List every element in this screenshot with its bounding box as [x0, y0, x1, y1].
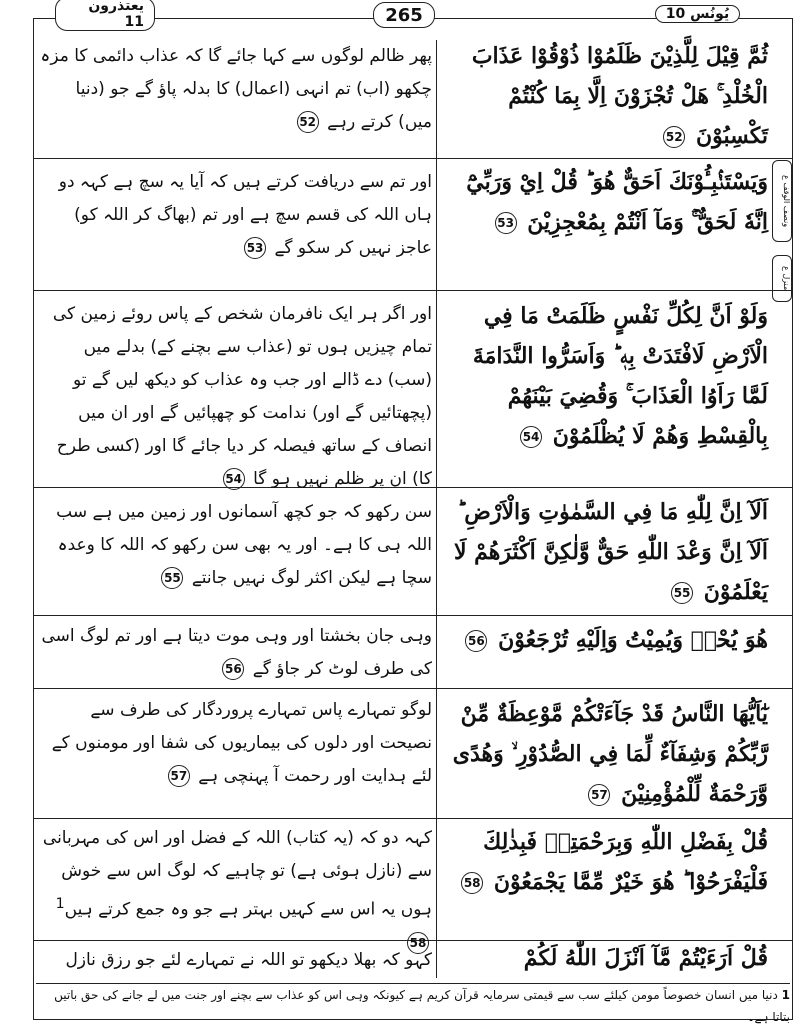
column-divider	[436, 40, 437, 978]
verse-urdu: لوگو تمہارے پاس تمہارے پروردگار کی طرف سے نصیحت اور دلوں کی بیماریوں کی شفا اور مومنوں کے لئے ہدایت اور رحمت آ پہنچی ہے 57	[51, 700, 432, 786]
verse-urdu: اور اگر ہر ایک نافرمان شخص کے پاس روئے زمین کی تمام چیزیں ہوں تو (عذاب سے بچنے کے) بدلے میں (سب) دے ڈالے اور جب وہ عذاب کو دیکھ لیں گے تو (پچھتائیں گے اور) ندامت کو چھپائیں گے اور ان میں انصاف کے ساتھ فیصلہ کر دیا جائے گا اور (کسی طرح کا) ان پر ظلم نہیں ہو گا 54	[52, 304, 432, 489]
verse-number-marker: 52	[663, 126, 685, 148]
verse-urdu: کہہ دو کہ (یہ کتاب) اللہ کے فضل اور اس کی مہربانی سے (نازل ہوئی ہے) تو چاہیے کہ لوگ اس سے خوش ہوں یہ اس سے کہیں بہتر ہے جو وہ جمع کرتے ہیں$^1$ 58	[40, 822, 432, 960]
verse-urdu: اور تم سے دریافت کرتے ہیں کہ آیا یہ سچ ہے کہہ دو ہاں اللہ کی قسم سچ ہے اور تم (بھاگ کر اللہ کو) عاجز نہیں کر سکو گے 53	[58, 172, 432, 258]
verse-number-marker: 56	[465, 630, 487, 652]
verse-arabic: قُلْ بِفَضْلِ اللّٰهِ وَبِرَحْمَتِهٖ فَبِذٰلِكَ فَلْيَفْرَحُوْا ؕ هُوَ خَيْرٌ مِّمَّا يَجْمَعُوْنَ 58	[442, 822, 768, 902]
juz-label: یعتذرون 11	[55, 0, 155, 31]
verse-number-marker: 57	[168, 765, 190, 787]
footnote	[36, 983, 790, 1024]
surah-label: یُونُس 10	[655, 5, 740, 23]
verse-number-marker: 53	[495, 212, 517, 234]
footnote-marker: 1	[55, 896, 65, 912]
verse-arabic: وَلَوْ اَنَّ لِكُلِّ نَفْسٍ ظَلَمَتْ مَا فِي الْاَرْضِ لَافْتَدَتْ بِهٖ ؕ وَاَسَرُّوا النَّدَامَةَ لَمَّا رَاَوُا الْعَذَابَ ۚ وَقُضِيَ بَيْنَهُمْ بِالْقِسْطِ وَهُمْ لَا يُظْلَمُوْنَ 54	[472, 303, 768, 449]
side-label-manzil: منزل ع	[772, 255, 792, 302]
footnote-text: دنیا میں انسان خصوصاً مومن کیلئے سب سے قیمتی سرمایہ قرآن کریم ہے کیونکہ وہی اس کو عذاب سے بچنے اور جنت میں لے جانے کی حق باتیں بتاتا ہے۔	[54, 988, 790, 1024]
verse-number-marker: 56	[222, 658, 244, 680]
verse-number-marker: 58	[461, 872, 483, 894]
verse-number-marker: 53	[244, 237, 266, 259]
surah-header	[650, 2, 745, 26]
verse-number-marker: 54	[520, 426, 542, 448]
verse-arabic: ثُمَّ قِيْلَ لِلَّذِيْنَ ظَلَمُوْا ذُوْقُوْا عَذَابَ الْخُلْدِ ۚ هَلْ تُجْزَوْنَ اِلَّا بِمَا كُنْتُمْ تَكْسِبُوْنَ 52	[471, 43, 768, 149]
verse-number-marker: 57	[588, 784, 610, 806]
row-separator	[33, 615, 793, 616]
verse-urdu: کہو کہ بھلا دیکھو تو اللہ نے تمہارے لئے جو رزق نازل	[65, 950, 432, 970]
verse-arabic: اَلَآ اِنَّ لِلّٰهِ مَا فِي السَّمٰوٰتِ وَالْاَرْضِ ؕ اَلَآ اِنَّ وَعْدَ اللّٰهِ حَقٌّ وَّلٰكِنَّ اَكْثَرَهُمْ لَا يَعْلَمُوْنَ 55	[453, 499, 768, 605]
row-separator	[33, 290, 793, 291]
verse-number-marker: 58	[407, 932, 429, 954]
verse-number-marker: 55	[161, 567, 183, 589]
verse-number-marker: 55	[671, 582, 693, 604]
side-label-waqf: ونصف الوقف ع	[772, 160, 792, 242]
page-number: 265	[373, 2, 435, 28]
verse-number-marker: 52	[297, 111, 319, 133]
verse-arabic: يٰٓاَيُّهَا النَّاسُ قَدْ جَآءَتْكُمْ مَّوْعِظَةٌ مِّنْ رَّبِّكُمْ وَشِفَآءٌ لِّمَا فِي الصُّدُوْرِ ۙ وَهُدًى وَّرَحْمَةٌ لِّلْمُؤْمِنِيْنَ 57	[452, 701, 768, 807]
footnote-number: 1	[781, 988, 790, 1002]
verse-number-marker: 54	[223, 468, 245, 490]
verse-urdu: سن رکھو کہ جو کچھ آسمانوں اور زمین میں ہے سب اللہ ہی کا ہے۔ اور یہ بھی سن رکھو کہ اللہ کا وعدہ سچا ہے لیکن اکثر لوگ نہیں جانتے 55	[56, 502, 432, 588]
row-separator	[33, 158, 793, 159]
row-separator	[33, 818, 793, 819]
verse-arabic: وَيَسْتَنْۢبِـُٔوْنَكَ اَحَقٌّ هُوَ ؕ قُلْ اِيْ وَرَبِّيْٓ اِنَّهٗ لَحَقٌّ ۚؔ وَمَآ اَنْتُمْ بِمُعْجِزِيْنَ 53	[466, 169, 768, 235]
juz-header	[55, 0, 155, 30]
verse-urdu: وہی جان بخشتا اور وہی موت دیتا ہے اور تم لوگ اسی کی طرف لوٹ کر جاؤ گے 56	[41, 626, 432, 679]
verse-arabic: قُلْ اَرَءَيْتُمْ مَّآ اَنْزَلَ اللّٰهُ لَكُمْ	[523, 945, 768, 971]
verse-urdu: پھر ظالم لوگوں سے کہا جائے گا کہ عذاب دائمی کا مزہ چکھو (اب) تم انہی (اعمال) کا بدلہ پاؤ گے جو (دنیا میں) کرتے رہے 52	[40, 46, 432, 132]
verse-arabic: هُوَ يُحْيٖ وَيُمِيْتُ وَاِلَيْهِ تُرْجَعُوْنَ 56	[442, 620, 768, 660]
row-separator	[33, 688, 793, 689]
